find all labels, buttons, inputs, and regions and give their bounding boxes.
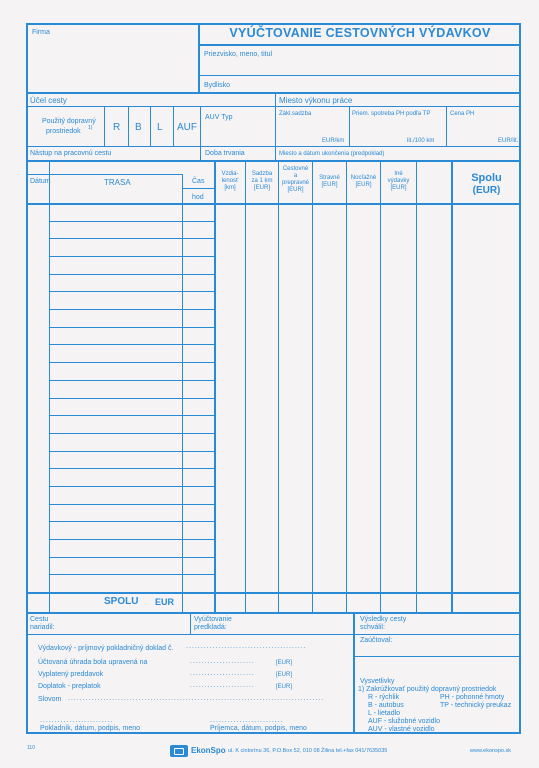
payment-field-1[interactable]: ......................................... [186,643,307,650]
firma-label: Firma [32,29,50,36]
table-row [49,344,214,345]
legend-auv: AUV - vlastné vozidlo [368,726,435,733]
vysledky-1: Výsledky cesty [360,616,407,623]
priezvisko-field[interactable] [202,60,518,74]
col-cas: Čas [192,178,205,185]
table-row [49,539,214,540]
legend-b: B - autobus [368,702,404,709]
col-vzdialenost: Vzdia- lenosť [km] [221,171,239,191]
table-row [49,238,214,239]
footer-address: ul. K cintorínu 36, P.O.Box 52, 010 08 Žilina tel.+fax 041/7635035 [228,748,388,754]
table-row [49,221,214,222]
table-row [49,574,214,575]
auv-typ-label: AUV Typ [205,114,233,121]
nastup-label: Nástup na pracovnú cestu [30,150,112,157]
col-sadzba: Sadzba za 1 km [EUR] [251,171,273,191]
transport-b[interactable]: B [135,122,142,133]
legend-title: Vysvetlivky [360,678,395,685]
col-nocazne: Nocľažné [EUR] [350,175,377,188]
dopravny-label-1: Použitý dopravný [42,118,96,125]
prijemca-signature[interactable]: ......................... [210,717,284,724]
miesto-ukoncenia-label: Miesto a dátum ukončenia (predpoklad) [279,151,385,157]
legend-item-1: 1) Zakrúžkovať použitý dopravný prostriedok [358,686,497,693]
legend-r: R - rýchlik [368,694,400,701]
col-spolu-eur: (EUR) [472,185,501,196]
table-row [49,274,214,275]
eur-km-label: EUR/km [322,138,345,144]
miesto-vykonu-label: Miesto výkonu práce [279,96,353,105]
table-row [49,521,214,522]
eur-bracket-2: [EUR] [276,660,293,666]
table-row [49,415,214,416]
zauctoval-label: Zaúčtoval: [360,637,393,644]
footnote-mark: 1) [88,125,93,131]
col-spolu: Spolu [471,172,502,184]
cestu-naradil-1: Cestu [30,616,49,623]
col-trasa: TRASA [104,178,131,187]
form-title: VYÚČTOVANIE CESTOVNÝCH VÝDAVKOV [229,26,491,40]
transport-l[interactable]: L [157,122,163,133]
table-row [49,327,214,328]
payment-line-1: Výdavkový - príjmový pokladničný doklad č. [38,645,174,652]
cena-ph-label: Cena PH [450,111,475,117]
col-stravne: Stravné [EUR] [319,175,340,188]
table-row [49,362,214,363]
table-row [49,557,214,558]
pokladnik-signature[interactable]: ......................... [40,717,114,724]
eur-bracket-4: [EUR] [276,684,293,690]
table-row [49,451,214,452]
table-row [49,291,214,292]
vyuctovanie-1: Vyúčtovanie [194,616,232,623]
ekonspo-logo-icon [170,745,188,757]
payment-line-5: Slovom [38,696,62,703]
transport-r[interactable]: R [113,122,121,133]
brand-name: EkonSpo [191,746,226,755]
pokladnik-label: Pokladník, dátum, podpis, meno [40,725,141,732]
payment-line-3: Vyplatený preddavok [38,671,104,678]
lit-100-label: lit./100 km [407,138,435,144]
legend-ph: PH - pohonné hmoty [440,694,505,701]
firma-field[interactable] [30,38,195,90]
col-cestovne: Cestovné a prepravné [EUR] [281,166,310,193]
legend-tp: TP - technický preukaz [440,702,512,709]
payment-field-2[interactable]: ...................... [190,658,255,665]
payment-field-4[interactable]: ...................... [190,682,255,689]
zakl-sadzba-label: Zákl.sadzba [279,111,312,117]
table-row [49,468,214,469]
col-datum: Dátum [30,178,51,185]
eur-lit-label: EUR/lit. [498,138,519,144]
transport-auf[interactable]: AUF [177,122,197,133]
payment-line-2: Účtovaná úhrada bola upravená na [38,659,148,666]
col-ine: Iné výdavky [EUR] [387,171,410,191]
vysledky-2: schválil: [360,624,385,631]
table-row [49,504,214,505]
form-code: 110 [27,745,35,751]
ucel-cesty-label: Účel cesty [30,96,67,105]
payment-line-4: Doplatok - preplatok [38,683,101,690]
spolu-total-label: SPOLU [104,596,139,607]
legend-l: L - lietadlo [368,710,401,717]
table-row [49,433,214,434]
prijemca-label: Príjemca, dátum, podpis, meno [210,725,307,732]
table-row [49,398,214,399]
legend-auf: AUF - služobné vozidlo [368,718,440,725]
priem-spotreba-label: Priem. spotreba PH podľa TP [352,111,431,117]
payment-field-slovom[interactable]: ....................................................................................... [68,695,325,702]
dopravny-label-2: prostriedok [46,128,81,135]
cestu-naradil-2: nariadil: [30,624,55,631]
table-row [49,309,214,310]
title-underline [198,44,521,46]
eur-bracket-3: [EUR] [276,672,293,678]
table-row [49,486,214,487]
vyuctovanie-2: predkladá: [194,624,227,631]
payment-field-3[interactable]: ...................... [190,670,255,677]
table-row [49,380,214,381]
spolu-eur-label: EUR [155,597,175,607]
doba-trvania-label: Doba trvania [205,150,245,157]
col-hod: hod [192,194,204,201]
table-row [49,256,214,257]
footer-web[interactable]: www.ekonspo.sk [470,748,511,754]
priezvisko-label: Priezvisko, meno, titul [204,51,273,58]
bydlisko-label: Bydlisko [204,82,231,89]
